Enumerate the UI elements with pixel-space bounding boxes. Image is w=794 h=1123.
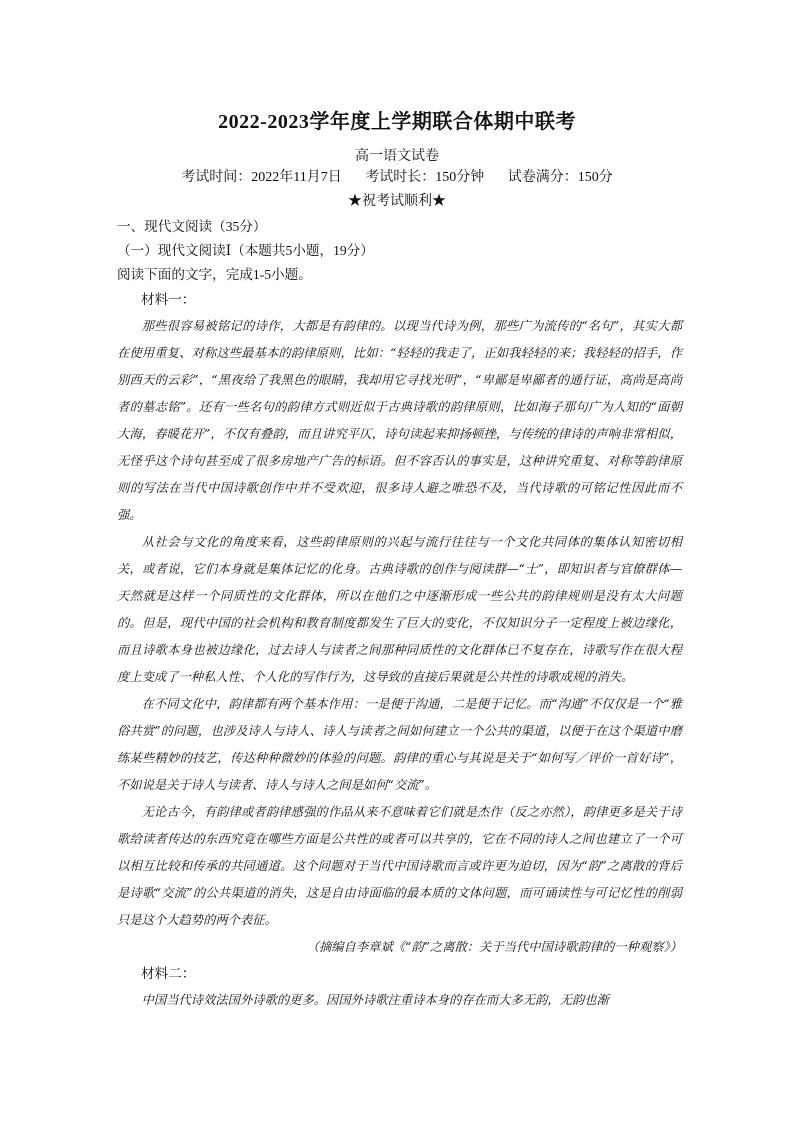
exam-info-line (0, 166, 794, 186)
material1-paragraph-1: 那些很容易被铭记的诗作，大都是有韵律的。以现当代诗为例，那些广为流传的“名句”，其实大都在使用重复、对称这些最基本的韵律原则，比如：“轻轻的我走了，正如我轻轻的来；我轻轻的招手，作别西天的云彩”，“黑夜给了我黑色的眼睛，我却用它寻找光明”，“卑鄙是卑鄙者的通行证，高尚是高尚者的墓志铭”。还有一些名句的韵律方式则近似于古典诗歌的韵律原则，比如海子那句广为人知的“面朝大海，春暖花开”，不仅有叠韵，而且讲究平仄，诗句读起来抑扬顿挫，与传统的律诗的声响非常相似，无怪乎这个诗句甚至成了很多房地产广告的标语。但不容否认的事实是，这种讲究重复、对称等韵律原则的写法在当代中国诗歌创作中并不受欢迎，很多诗人避之唯恐不及，当代诗歌的可铭记性因此而不强。 (117, 319, 682, 522)
main-content (117, 215, 682, 1014)
material1-paragraph-4: 无论古今，有韵律或者韵律感强的作品从来不意味着它们就是杰作（反之亦然），韵律更多是关于诗歌给读者传达的东西究竟在哪些方面是公共性的或者可以共享的，它在不同的诗人之间也建立了一个可以相互比较和传承的共同通道。这个问题对于当代中国诗歌而言或许更为迫切，因为“韵”之离散的背后是诗歌“交流”的公共渠道的消失，这是自由诗面临的最本质的文体问题，而可诵读性与可记忆性的削弱只是这个大趋势的两个表征。 (117, 805, 682, 927)
material2-paragraph-1: 中国当代诗效法国外诗歌的更多。因国外诗歌注重诗本身的存在而大多无韵，无韵也渐 (141, 993, 609, 1007)
material1-label: 材料一： (141, 292, 196, 307)
material1-source: （摘编自李章斌《“韵”之离散：关于当代中国诗歌韵律的一种观察》） (306, 940, 682, 954)
exam-subtitle: 高一语文试卷 (355, 149, 439, 164)
exam-time: 考试时间：2022年11月7日 (181, 170, 342, 185)
section-heading: 一、现代文阅读（35分） (117, 219, 267, 234)
exam-title: 2022-2023学年度上学期联合体期中联考 (218, 111, 576, 133)
material2-label: 材料二： (141, 966, 196, 981)
material1-paragraph-2: 从社会与文化的角度来看，这些韵律原则的兴起与流行往往与一个文化共同体的集体认知密切相关，或者说，它们本身就是集体记忆的化身。古典诗歌的创作与阅读群—“士”，即知识者与官僚群体—天然就是这样一个同质性的文化群体，所以在他们之中逐渐形成一些公共的韵律规则是没有太大问题的。但是，现代中国的社会机构和教育制度都发生了巨大的变化，不仅知识分子一定程度上被边缘化，而且诗歌本身也被边缘化，过去诗人与读者之间那种同质性的文化群体已不复存在，诗歌写作在很大程度上变成了一种私人性、个人化的写作行为，这导致的直接后果就是公共性的诗歌成规的消失。 (117, 535, 682, 684)
subsection-heading: （一）现代文阅读Ⅰ（本题共5小题，19分） (117, 243, 374, 258)
instruction-text: 阅读下面的文字，完成1-5小题。 (117, 267, 312, 282)
exam-wish: ★祝考试顺利★ (348, 194, 446, 209)
exam-full-score: 试卷满分：150分 (507, 170, 613, 185)
exam-duration: 考试时长：150分钟 (365, 170, 485, 185)
material1-paragraph-3: 在不同文化中，韵律都有两个基本作用：一是便于沟通，二是便于记忆。而“沟通”不仅仅是一个“雅俗共赏”的问题，也涉及诗人与诗人、诗人与读者之间如何建立一个公共的渠道，以便于在这个渠道中磨练某些精妙的技艺，传达种种微妙的体验的问题。韵律的重心与其说是关于“如何写／评价一首好诗”，不如说是关于诗人与读者、诗人与诗人之间是如何“交流”。 (117, 697, 682, 792)
